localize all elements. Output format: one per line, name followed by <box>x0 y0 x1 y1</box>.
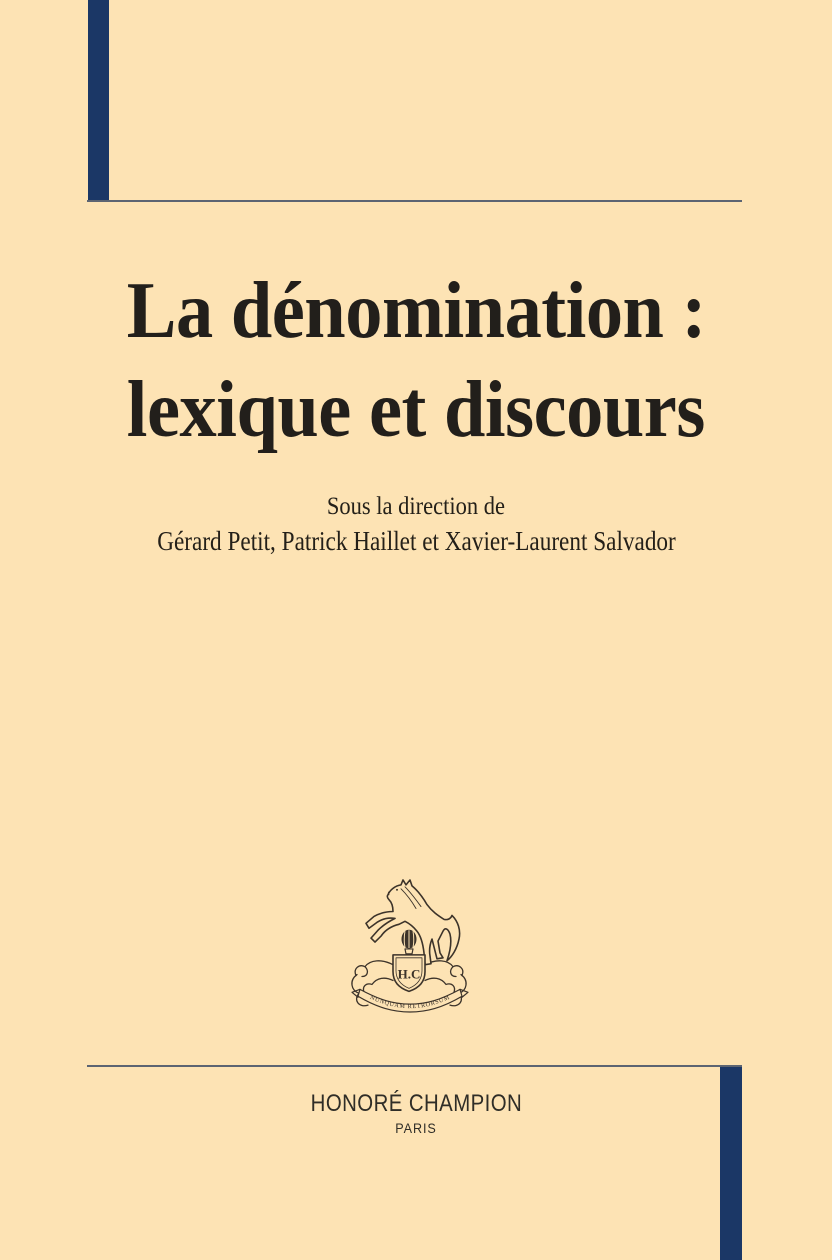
logo-banner <box>352 989 468 1012</box>
publisher-city-text: PARIS <box>395 1120 437 1136</box>
title-line-1-text: La dénomination : <box>126 267 706 355</box>
top-left-accent-bar <box>88 0 109 201</box>
publisher-city <box>0 1119 832 1137</box>
logo-crest-plume <box>402 930 417 954</box>
publisher-logo rearing-horse-crest-icon <box>344 876 476 1014</box>
logo-shield <box>393 955 425 991</box>
svg-text:NUNQUAM RETRORSUM <box>369 995 451 1010</box>
bottom-rule <box>87 1065 742 1067</box>
authors <box>0 525 832 557</box>
top-rule <box>87 200 742 202</box>
byline-text: Sous la direction de <box>326 493 506 520</box>
logo-horse-eye <box>396 889 398 891</box>
publisher-name <box>0 1090 832 1118</box>
byline <box>0 492 832 522</box>
logo-motto: NUNQUAM RETRORSUM <box>368 994 452 1011</box>
logo-monogram: H.C <box>397 967 421 982</box>
authors-text: Gérard Petit, Patrick Haillet et Xavier-Laurent Salvador <box>156 526 676 556</box>
title-line-2-text: lexique et discours <box>126 366 706 454</box>
title-line-2 <box>0 366 832 454</box>
publisher-name-text: HONORÉ CHAMPION <box>310 1090 522 1117</box>
title-line-1 <box>0 267 832 355</box>
